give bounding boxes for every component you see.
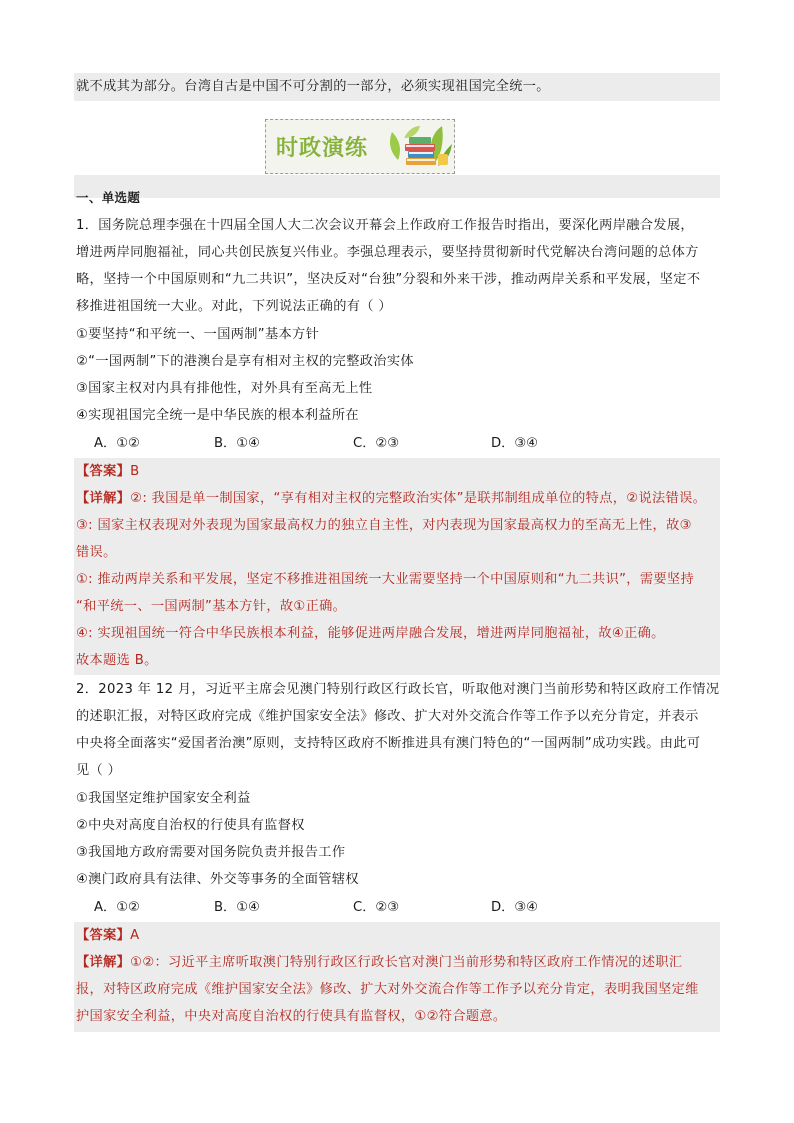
q1-statement-1: ①要坚持“和平统一、一国两制”基本方针 [76, 327, 320, 342]
q2-detail-line-2: 报，对特区政府完成《维护国家安全法》修改、扩大对外交流合作等工作予以充分肯定，表明我国坚定维 [76, 982, 699, 997]
q1-option-c[interactable]: C．②③ [353, 436, 400, 451]
q1-option-d[interactable]: D．③④ [491, 436, 538, 451]
q2-detail-line-1 [76, 949, 720, 976]
q1-detail-line-3: 错误。 [76, 545, 117, 560]
q2-answer-label: 【答案】 [76, 928, 131, 943]
q1-detail-line-4: ①: 推动两岸关系和平发展，坚定不移推进祖国统一大业需要坚持一个中国原则和“九二共识”，需要坚持 [76, 572, 694, 587]
q1-detail-line-5: “和平统一、一国两制”基本方针，故①正确。 [76, 599, 347, 614]
q1-statement-3: ③国家主权对内具有排他性，对外具有至高无上性 [76, 381, 373, 396]
q1-stem-line-1: 1．国务院总理李强在十四届全国人大二次会议开幕会上作政府工作报告时指出，要深化两岸融合发展， [76, 218, 694, 233]
q1-answer-label: 【答案】 [76, 464, 131, 479]
q1-stem-line-4: 移推进祖国统一大业。对此，下列说法正确的有（ ） [76, 299, 392, 314]
q2-stem-line-1: 2．2023 年 12 月，习近平主席会见澳门特别行政区行政长官，听取他对澳门当前形势和特区政府工作情况 [76, 682, 720, 697]
q2-detail-text-1: ①②：习近平主席听取澳门特别行政区行政长官对澳门当前形势和特区政府工作情况的述职汇 [130, 955, 683, 970]
q2-option-a[interactable]: A．①② [94, 900, 140, 915]
q1-detail-line-6: ④: 实现祖国统一符合中华民族根本利益，能够促进两岸融合发展，增进两岸同胞福祉，故④正确。 [76, 626, 665, 641]
q2-option-d[interactable]: D．③④ [491, 900, 538, 915]
q2-statement-2: ②中央对高度自治权的行使具有监督权 [76, 818, 305, 833]
q2-stem-line-4: 见（ ） [76, 763, 122, 778]
q2-statement-3: ③我国地方政府需要对国务院负责并报告工作 [76, 845, 346, 860]
q2-option-c[interactable]: C．②③ [353, 900, 400, 915]
q1-stem-line-3: 略，坚持一个中国原则和“九二共识”，坚决反对“台独”分裂和外来干涉，推动两岸关系和平发展，坚定不 [76, 272, 701, 287]
banner-title: 时政演练 [276, 136, 369, 161]
q1-detail-label: 【详解】 [76, 491, 131, 506]
q2-answer-value: A [130, 928, 140, 943]
q2-detail-label: 【详解】 [76, 955, 131, 970]
q1-answer-line [76, 458, 720, 485]
q1-conclusion: 故本题选 B。 [76, 653, 158, 668]
q2-statement-4: ④澳门政府具有法律、外交等事务的全面管辖权 [76, 872, 359, 887]
q1-answer-value: B [130, 464, 140, 479]
q2-answer-line [76, 922, 720, 949]
q1-option-a[interactable]: A．①② [94, 436, 140, 451]
q1-detail-text-1: ②: 我国是单一制国家，“享有相对主权的完整政治实体”是联邦制组成单位的特点，②说法错误。 [130, 491, 707, 506]
q1-options [94, 430, 654, 457]
books-plants-icon [384, 120, 454, 173]
q2-stem-line-3: 中央将全面落实“爱国者治澳”原则，支持特区政府不断推进具有澳门特色的“一国两制”成功实践。由此可 [76, 736, 701, 751]
intro-continuation-line: 就不成其为部分。台湾自古是中国不可分割的一部分，必须实现祖国完全统一。 [76, 79, 550, 94]
section-banner [265, 119, 455, 174]
q2-stem-line-2: 的述职汇报，对特区政府完成《维护国家安全法》修改、扩大对外交流合作等工作予以充分肯定，并表示 [76, 709, 699, 724]
q1-detail-line-2: ③: 国家主权表现对外表现为国家最高权力的独立自主性，对内表现为国家最高权力的至高无上性，故③ [76, 518, 692, 533]
q1-option-b[interactable]: B．①④ [214, 436, 260, 451]
q1-detail-line-1 [76, 485, 720, 512]
q1-stem-line-2: 增进两岸同胞福祉，同心共创民族复兴伟业。李强总理表示，要坚持贯彻新时代党解决台湾问题的总体方 [76, 245, 699, 260]
q1-statement-2: ②“一国两制”下的港澳台是享有相对主权的完整政治实体 [76, 354, 414, 369]
q2-detail-line-3: 护国家安全利益，中央对高度自治权的行使具有监督权，①②符合题意。 [76, 1009, 507, 1024]
q1-statement-4: ④实现祖国完全统一是中华民族的根本利益所在 [76, 408, 359, 423]
q2-options [94, 894, 654, 921]
section-heading: 一、单选题 [76, 190, 141, 205]
q2-statement-1: ①我国坚定维护国家安全利益 [76, 791, 251, 806]
q2-option-b[interactable]: B．①④ [214, 900, 260, 915]
